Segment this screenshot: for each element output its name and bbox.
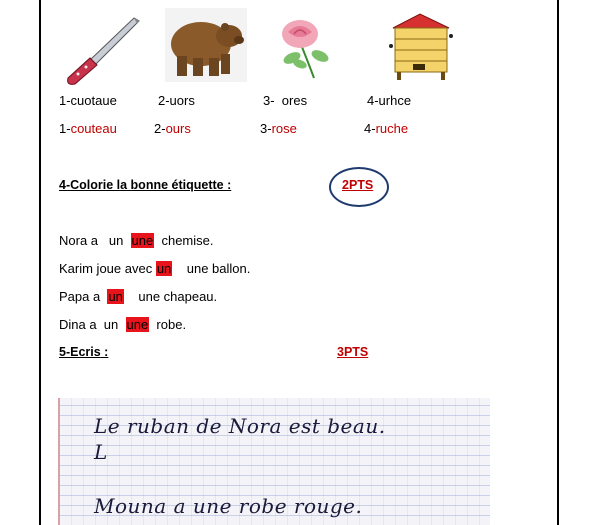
- answer-3: [260, 121, 297, 136]
- answer-number: 4-: [364, 121, 376, 136]
- page-border-right: [557, 0, 559, 525]
- scrambled-word-3: 3- ores: [263, 93, 308, 108]
- section-5-title-text: 5-Ecris: [59, 345, 101, 359]
- beehive-icon: [383, 10, 457, 82]
- sentence-text: Papa a: [59, 289, 108, 304]
- handwritten-line-3: Mouna a une robe rouge.: [94, 494, 363, 518]
- sentence-text: robe.: [149, 317, 187, 332]
- answer-number: 3-: [260, 121, 272, 136]
- handwriting-sample: [58, 398, 490, 525]
- scrambled-word-4: 4-urhce: [367, 93, 412, 108]
- answer-word: rose: [271, 121, 297, 136]
- page-border-left: [39, 0, 41, 525]
- sentence-3: [59, 289, 217, 304]
- rose-icon: [270, 12, 338, 80]
- section-5-title: [59, 345, 108, 359]
- answer-number: 1-: [59, 121, 71, 136]
- sentence-1: [59, 233, 214, 248]
- knife-icon: [60, 8, 142, 86]
- answer-4: [364, 121, 408, 136]
- highlighted-label: une: [131, 233, 154, 248]
- sentence-text: une chapeau.: [123, 289, 218, 304]
- answer-word: couteau: [70, 121, 117, 136]
- sentence-text: chemise.: [154, 233, 214, 248]
- sentence-2: [59, 261, 250, 276]
- answer-2: [154, 121, 191, 136]
- scrambled-word-2: 2-uors: [158, 93, 195, 108]
- section-5-points: 3PTS: [337, 345, 369, 359]
- sentence-text: Nora a un: [59, 233, 131, 248]
- section-4-points: 2PTS: [342, 178, 374, 192]
- sentence-text: Karim joue avec: [59, 261, 156, 276]
- handwritten-line-2: L: [94, 440, 108, 464]
- section-4-title: 4-Colorie la bonne étiquette :: [59, 178, 232, 192]
- highlighted-label: un: [156, 261, 172, 276]
- answer-word: ruche: [375, 121, 409, 136]
- highlighted-label: un: [108, 289, 123, 304]
- answer-word: ours: [165, 121, 191, 136]
- scrambled-word-1: 1-cuotaue: [59, 93, 117, 108]
- handwritten-line-1: Le ruban de Nora est beau.: [94, 414, 386, 438]
- sentence-4: [59, 317, 186, 332]
- answer-1: [59, 121, 117, 136]
- section-5-title-suffix: :: [100, 345, 109, 359]
- highlighted-label: une: [126, 317, 149, 332]
- bear-icon: [165, 8, 247, 82]
- sentence-text: une ballon.: [172, 261, 251, 276]
- answer-number: 2-: [154, 121, 166, 136]
- sentence-text: Dina a un: [59, 317, 126, 332]
